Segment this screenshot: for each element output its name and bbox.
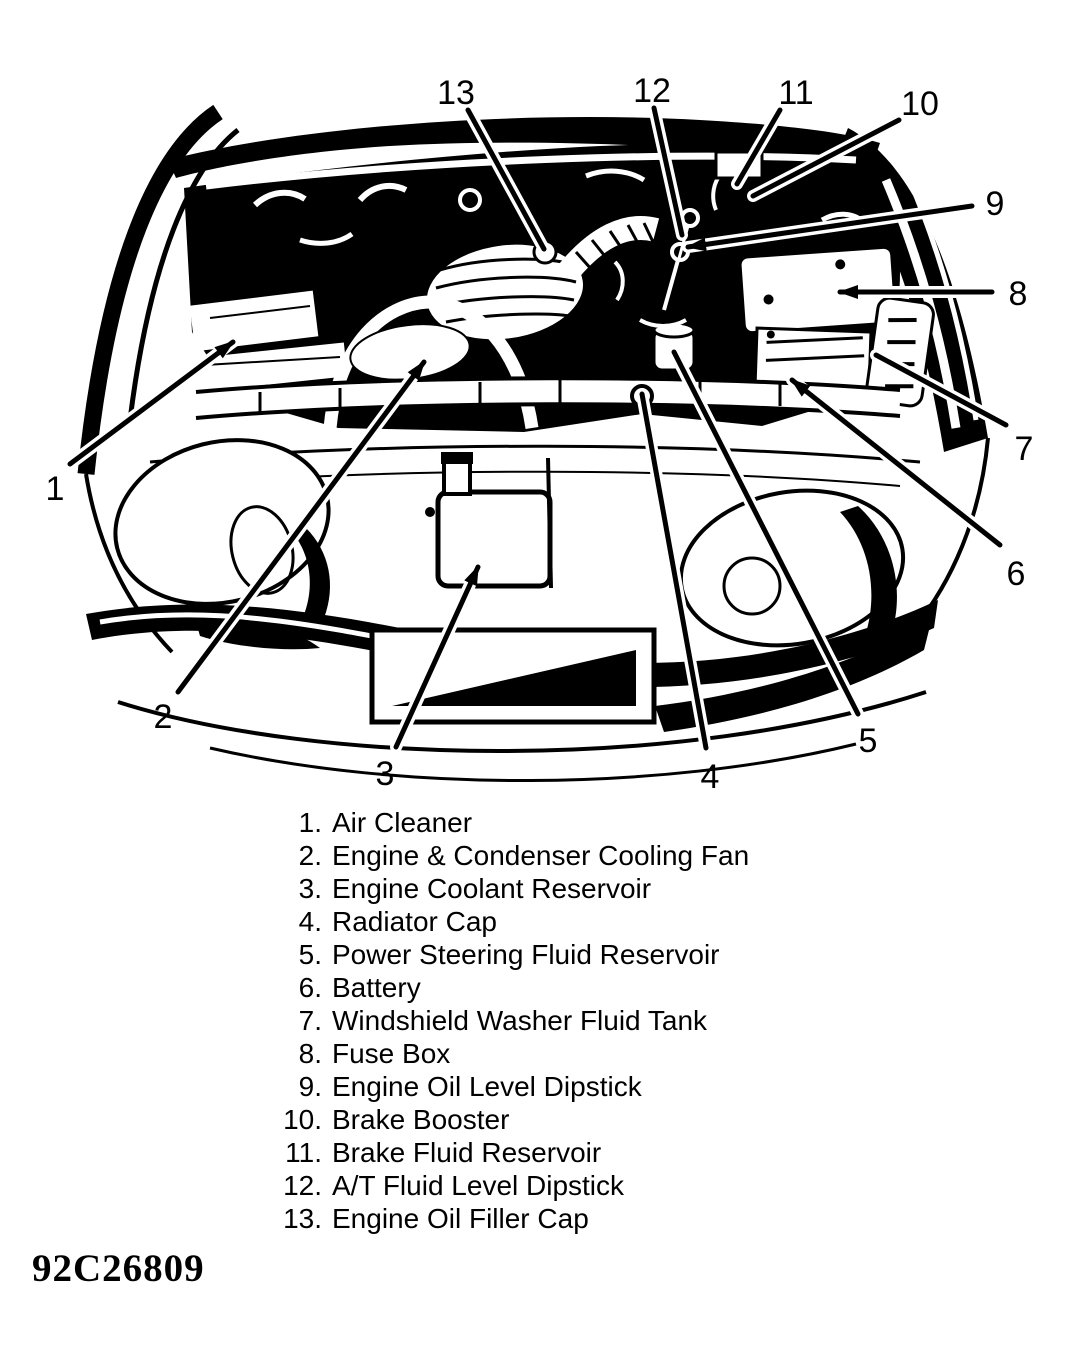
legend-item-number: 6.	[298, 972, 322, 1003]
legend-item-7	[270, 1004, 749, 1037]
legend-item-number: 2.	[298, 840, 322, 871]
legend-item-label: Engine Coolant Reservoir	[332, 873, 652, 904]
callout-number-6: 6	[1006, 555, 1026, 593]
legend-item-5	[270, 938, 749, 971]
legend-item-10	[270, 1103, 749, 1136]
callout-number-2: 2	[153, 698, 173, 736]
legend-item-label: Brake Fluid Reservoir	[332, 1137, 602, 1168]
legend-item-1	[270, 806, 749, 839]
callout-number-10: 10	[901, 85, 939, 123]
callout-number-11: 11	[778, 74, 814, 112]
legend-item-9	[270, 1070, 749, 1103]
callout-number-12: 12	[633, 72, 671, 110]
front-fascia-illustration	[86, 418, 938, 780]
legend-item-number: 7.	[298, 1005, 322, 1036]
legend-item-12	[270, 1169, 749, 1202]
legend-item-8	[270, 1037, 749, 1070]
legend-item-label: Power Steering Fluid Reservoir	[332, 939, 720, 970]
legend-item-number: 9.	[298, 1071, 322, 1102]
legend-item-2	[270, 839, 749, 872]
legend-item-3	[270, 872, 749, 905]
figure-code: 92C26809	[32, 1247, 205, 1290]
legend-item-number: 10.	[283, 1104, 322, 1135]
callout-number-1: 1	[45, 470, 65, 508]
legend-item-label: Engine Oil Level Dipstick	[332, 1071, 642, 1102]
legend-item-13	[270, 1202, 749, 1235]
legend-item-label: Brake Booster	[332, 1104, 510, 1135]
legend-item-number: 12.	[283, 1170, 322, 1201]
legend-item-label: Engine & Condenser Cooling Fan	[332, 840, 750, 871]
legend-item-label: Windshield Washer Fluid Tank	[332, 1005, 708, 1036]
legend-item-label: Air Cleaner	[332, 807, 473, 838]
callout-number-4: 4	[700, 758, 720, 796]
legend-item-4	[270, 905, 749, 938]
legend-item-number: 11.	[285, 1137, 322, 1168]
callout-number-3: 3	[375, 755, 395, 793]
legend-item-number: 4.	[298, 906, 322, 937]
callout-number-13: 13	[437, 74, 475, 112]
legend-item-number: 13.	[283, 1203, 322, 1234]
callout-number-5: 5	[858, 722, 878, 760]
legend-item-label: Battery	[332, 972, 421, 1003]
legend-item-label: Engine Oil Filler Cap	[332, 1203, 589, 1234]
callout-number-7: 7	[1014, 430, 1034, 468]
legend-item-11	[270, 1136, 749, 1169]
callout-number-9: 9	[985, 185, 1005, 223]
callout-number-8: 8	[1008, 275, 1028, 313]
legend	[270, 806, 749, 1235]
legend-item-label: A/T Fluid Level Dipstick	[332, 1170, 625, 1201]
legend-item-label: Radiator Cap	[332, 906, 497, 937]
legend-item-number: 5.	[298, 939, 322, 970]
legend-item-number: 3.	[298, 873, 322, 904]
legend-item-6	[270, 971, 749, 1004]
legend-item-label: Fuse Box	[332, 1038, 451, 1069]
legend-item-number: 1.	[298, 807, 322, 838]
legend-item-number: 8.	[298, 1038, 322, 1069]
